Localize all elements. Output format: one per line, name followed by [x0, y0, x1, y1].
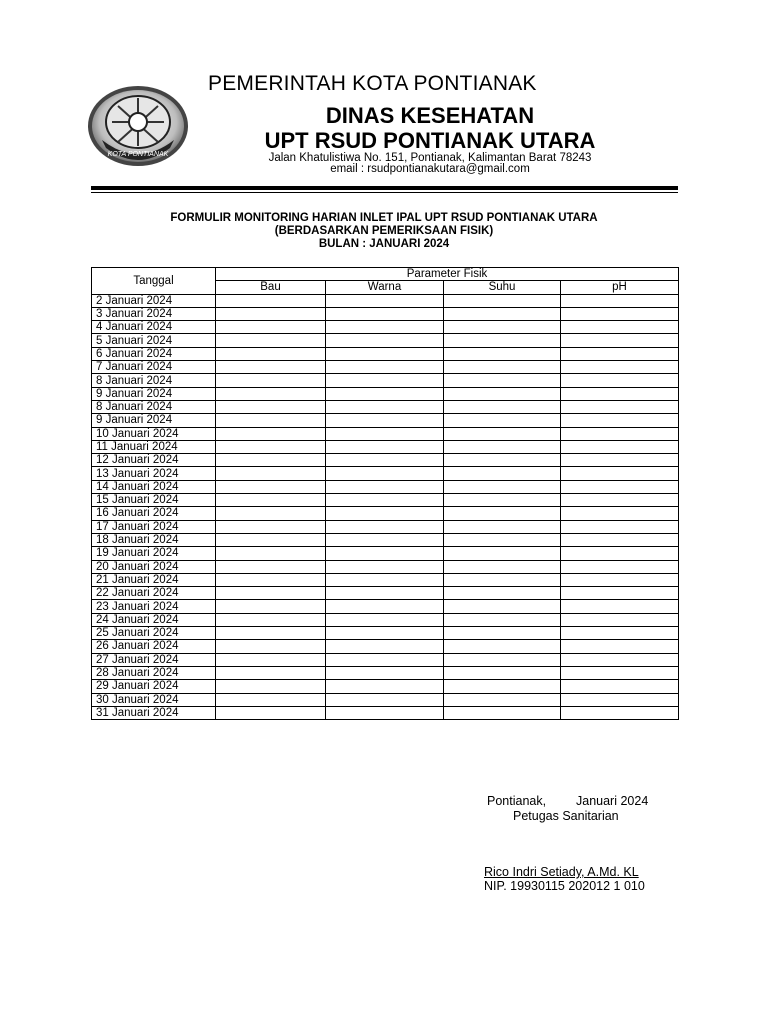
- ph-entry-cell[interactable]: [561, 347, 679, 360]
- signature-place: Pontianak,: [487, 794, 547, 808]
- table-row: [92, 334, 679, 347]
- param-header-bau: Bau: [216, 281, 326, 294]
- bau-entry-cell[interactable]: [216, 347, 326, 360]
- ph-entry-cell[interactable]: [561, 627, 679, 640]
- ph-entry-cell[interactable]: [561, 680, 679, 693]
- date-cell: 8 Januari 2024: [92, 400, 216, 413]
- warna-entry-cell[interactable]: [326, 573, 444, 586]
- bau-entry-cell[interactable]: [216, 547, 326, 560]
- warna-entry-cell[interactable]: [326, 587, 444, 600]
- table-row: [92, 414, 679, 427]
- suhu-entry-cell[interactable]: [444, 427, 561, 440]
- ph-entry-cell[interactable]: [561, 361, 679, 374]
- warna-entry-cell[interactable]: [326, 600, 444, 613]
- suhu-entry-cell[interactable]: [444, 494, 561, 507]
- param-header-ph: pH: [561, 281, 679, 294]
- suhu-entry-cell[interactable]: [444, 440, 561, 453]
- table-row: [92, 427, 679, 440]
- bau-entry-cell[interactable]: [216, 666, 326, 679]
- header-divider-thin: [91, 192, 678, 193]
- form-month: BULAN : JANUARI 2024: [318, 238, 450, 250]
- bau-entry-cell[interactable]: [216, 361, 326, 374]
- date-cell: 25 Januari 2024: [92, 627, 216, 640]
- suhu-entry-cell[interactable]: [444, 640, 561, 653]
- bau-entry-cell[interactable]: [216, 627, 326, 640]
- table-row: [92, 507, 679, 520]
- date-cell: 10 Januari 2024: [92, 427, 216, 440]
- date-cell: 9 Januari 2024: [92, 414, 216, 427]
- address-line: Jalan Khatulistiwa No. 151, Pontianak, Kalimantan Barat 78243: [268, 152, 592, 164]
- email-line: email : rsudpontianakutara@gmail.com: [330, 163, 530, 175]
- ph-entry-cell[interactable]: [561, 693, 679, 706]
- suhu-entry-cell[interactable]: [444, 334, 561, 347]
- ph-entry-cell[interactable]: [561, 573, 679, 586]
- ph-entry-cell[interactable]: [561, 587, 679, 600]
- table-row: [92, 627, 679, 640]
- date-cell: 21 Januari 2024: [92, 573, 216, 586]
- ph-entry-cell[interactable]: [561, 414, 679, 427]
- monitoring-table: [91, 267, 679, 720]
- warna-entry-cell[interactable]: [326, 693, 444, 706]
- warna-entry-cell[interactable]: [326, 547, 444, 560]
- table-row: [92, 307, 679, 320]
- table-row: [92, 374, 679, 387]
- ph-entry-cell[interactable]: [561, 400, 679, 413]
- table-row: [92, 693, 679, 706]
- suhu-entry-cell[interactable]: [444, 573, 561, 586]
- signer-name: Rico Indri Setiady, A.Md. KL: [484, 865, 639, 879]
- table-row: [92, 560, 679, 573]
- table-row: [92, 400, 679, 413]
- ph-entry-cell[interactable]: [561, 480, 679, 493]
- ph-entry-cell[interactable]: [561, 600, 679, 613]
- bau-entry-cell[interactable]: [216, 334, 326, 347]
- ph-entry-cell[interactable]: [561, 440, 679, 453]
- date-cell: 8 Januari 2024: [92, 374, 216, 387]
- ph-entry-cell[interactable]: [561, 334, 679, 347]
- bau-entry-cell[interactable]: [216, 613, 326, 626]
- suhu-entry-cell[interactable]: [444, 560, 561, 573]
- table-row: [92, 480, 679, 493]
- bau-entry-cell[interactable]: [216, 680, 326, 693]
- table-row: [92, 640, 679, 653]
- ph-entry-cell[interactable]: [561, 307, 679, 320]
- table-row: [92, 454, 679, 467]
- bau-entry-cell[interactable]: [216, 494, 326, 507]
- ph-entry-cell[interactable]: [561, 427, 679, 440]
- table-row: [92, 666, 679, 679]
- bau-entry-cell[interactable]: [216, 387, 326, 400]
- bau-entry-cell[interactable]: [216, 507, 326, 520]
- table-row: [92, 600, 679, 613]
- ph-entry-cell[interactable]: [561, 547, 679, 560]
- table-row: [92, 467, 679, 480]
- bau-entry-cell[interactable]: [216, 533, 326, 546]
- suhu-entry-cell[interactable]: [444, 374, 561, 387]
- bau-entry-cell[interactable]: [216, 321, 326, 334]
- parameter-group-header: Parameter Fisik: [216, 268, 679, 281]
- warna-entry-cell[interactable]: [326, 427, 444, 440]
- table-row: [92, 361, 679, 374]
- date-cell: 11 Januari 2024: [92, 440, 216, 453]
- ph-entry-cell[interactable]: [561, 560, 679, 573]
- department-name: DINAS KESEHATAN: [325, 103, 535, 128]
- table-row: [92, 321, 679, 334]
- param-header-warna: Warna: [326, 281, 444, 294]
- warna-entry-cell[interactable]: [326, 361, 444, 374]
- date-cell: 31 Januari 2024: [92, 706, 216, 719]
- table-row: [92, 706, 679, 719]
- suhu-entry-cell[interactable]: [444, 321, 561, 334]
- suhu-entry-cell[interactable]: [444, 693, 561, 706]
- suhu-entry-cell[interactable]: [444, 307, 561, 320]
- bau-entry-cell[interactable]: [216, 573, 326, 586]
- bau-entry-cell[interactable]: [216, 587, 326, 600]
- suhu-entry-cell[interactable]: [444, 480, 561, 493]
- signature-role: Petugas Sanitarian: [513, 809, 619, 823]
- bau-entry-cell[interactable]: [216, 427, 326, 440]
- warna-entry-cell[interactable]: [326, 560, 444, 573]
- ph-entry-cell[interactable]: [561, 520, 679, 533]
- suhu-entry-cell[interactable]: [444, 507, 561, 520]
- signer-nip: NIP. 19930115 202012 1 010: [484, 879, 645, 893]
- suhu-entry-cell[interactable]: [444, 294, 561, 307]
- ph-entry-cell[interactable]: [561, 374, 679, 387]
- bau-entry-cell[interactable]: [216, 467, 326, 480]
- ph-entry-cell[interactable]: [561, 666, 679, 679]
- date-cell: 26 Januari 2024: [92, 640, 216, 653]
- form-title: FORMULIR MONITORING HARIAN INLET IPAL UPT RSUD PONTIANAK UTARA: [170, 212, 598, 224]
- ph-entry-cell[interactable]: [561, 494, 679, 507]
- warna-entry-cell[interactable]: [326, 467, 444, 480]
- suhu-entry-cell[interactable]: [444, 680, 561, 693]
- bau-entry-cell[interactable]: [216, 307, 326, 320]
- bau-entry-cell[interactable]: [216, 706, 326, 719]
- warna-entry-cell[interactable]: [326, 680, 444, 693]
- date-cell: 22 Januari 2024: [92, 587, 216, 600]
- warna-entry-cell[interactable]: [326, 400, 444, 413]
- table-row: [92, 533, 679, 546]
- suhu-entry-cell[interactable]: [444, 706, 561, 719]
- bau-entry-cell[interactable]: [216, 400, 326, 413]
- form-subtitle: (BERDASARKAN PEMERIKSAAN FISIK): [274, 225, 494, 237]
- date-cell: 27 Januari 2024: [92, 653, 216, 666]
- bau-entry-cell[interactable]: [216, 560, 326, 573]
- table-row: [92, 547, 679, 560]
- warna-entry-cell[interactable]: [326, 494, 444, 507]
- bau-entry-cell[interactable]: [216, 600, 326, 613]
- date-cell: 17 Januari 2024: [92, 520, 216, 533]
- suhu-entry-cell[interactable]: [444, 547, 561, 560]
- warna-entry-cell[interactable]: [326, 533, 444, 546]
- bau-entry-cell[interactable]: [216, 520, 326, 533]
- param-header-suhu: Suhu: [444, 281, 561, 294]
- warna-entry-cell[interactable]: [326, 507, 444, 520]
- date-cell: 12 Januari 2024: [92, 454, 216, 467]
- suhu-entry-cell[interactable]: [444, 653, 561, 666]
- ph-entry-cell[interactable]: [561, 533, 679, 546]
- date-cell: 6 Januari 2024: [92, 347, 216, 360]
- table-header-row: [92, 268, 679, 281]
- date-cell: 20 Januari 2024: [92, 560, 216, 573]
- suhu-entry-cell[interactable]: [444, 387, 561, 400]
- date-cell: 3 Januari 2024: [92, 307, 216, 320]
- ph-entry-cell[interactable]: [561, 387, 679, 400]
- bau-entry-cell[interactable]: [216, 640, 326, 653]
- table-row: [92, 387, 679, 400]
- bau-entry-cell[interactable]: [216, 653, 326, 666]
- header-divider-thick: [91, 186, 678, 190]
- warna-entry-cell[interactable]: [326, 480, 444, 493]
- ph-entry-cell[interactable]: [561, 294, 679, 307]
- ph-entry-cell[interactable]: [561, 653, 679, 666]
- warna-entry-cell[interactable]: [326, 653, 444, 666]
- table-row: [92, 653, 679, 666]
- table-row: [92, 520, 679, 533]
- date-cell: 15 Januari 2024: [92, 494, 216, 507]
- suhu-entry-cell[interactable]: [444, 400, 561, 413]
- suhu-entry-cell[interactable]: [444, 361, 561, 374]
- warna-entry-cell[interactable]: [326, 374, 444, 387]
- suhu-entry-cell[interactable]: [444, 627, 561, 640]
- warna-entry-cell[interactable]: [326, 520, 444, 533]
- table-row: [92, 613, 679, 626]
- date-cell: 23 Januari 2024: [92, 600, 216, 613]
- warna-entry-cell[interactable]: [326, 294, 444, 307]
- bau-entry-cell[interactable]: [216, 454, 326, 467]
- bau-entry-cell[interactable]: [216, 480, 326, 493]
- date-cell: 13 Januari 2024: [92, 467, 216, 480]
- date-cell: 19 Januari 2024: [92, 547, 216, 560]
- date-cell: 18 Januari 2024: [92, 533, 216, 546]
- date-cell: 5 Januari 2024: [92, 334, 216, 347]
- suhu-entry-cell[interactable]: [444, 454, 561, 467]
- logo-text: KOTA PONTIANAK: [107, 151, 169, 158]
- warna-entry-cell[interactable]: [326, 347, 444, 360]
- bau-entry-cell[interactable]: [216, 440, 326, 453]
- bau-entry-cell[interactable]: [216, 693, 326, 706]
- suhu-entry-cell[interactable]: [444, 587, 561, 600]
- table-row: [92, 347, 679, 360]
- table-row: [92, 587, 679, 600]
- date-column-header: Tanggal: [92, 268, 216, 295]
- date-cell: 9 Januari 2024: [92, 387, 216, 400]
- warna-entry-cell[interactable]: [326, 440, 444, 453]
- ph-entry-cell[interactable]: [561, 467, 679, 480]
- warna-entry-cell[interactable]: [326, 627, 444, 640]
- warna-entry-cell[interactable]: [326, 666, 444, 679]
- warna-entry-cell[interactable]: [326, 613, 444, 626]
- suhu-entry-cell[interactable]: [444, 520, 561, 533]
- warna-entry-cell[interactable]: [326, 640, 444, 653]
- table-row: [92, 294, 679, 307]
- unit-name: UPT RSUD PONTIANAK UTARA: [264, 128, 596, 153]
- suhu-entry-cell[interactable]: [444, 467, 561, 480]
- suhu-entry-cell[interactable]: [444, 666, 561, 679]
- table-row: [92, 573, 679, 586]
- suhu-entry-cell[interactable]: [444, 347, 561, 360]
- suhu-entry-cell[interactable]: [444, 600, 561, 613]
- ph-entry-cell[interactable]: [561, 507, 679, 520]
- date-cell: 2 Januari 2024: [92, 294, 216, 307]
- suhu-entry-cell[interactable]: [444, 533, 561, 546]
- ph-entry-cell[interactable]: [561, 706, 679, 719]
- table-row: [92, 494, 679, 507]
- warna-entry-cell[interactable]: [326, 321, 444, 334]
- warna-entry-cell[interactable]: [326, 706, 444, 719]
- bau-entry-cell[interactable]: [216, 294, 326, 307]
- ph-entry-cell[interactable]: [561, 321, 679, 334]
- date-cell: 7 Januari 2024: [92, 361, 216, 374]
- date-cell: 14 Januari 2024: [92, 480, 216, 493]
- date-cell: 16 Januari 2024: [92, 507, 216, 520]
- date-cell: 29 Januari 2024: [92, 680, 216, 693]
- suhu-entry-cell[interactable]: [444, 613, 561, 626]
- warna-entry-cell[interactable]: [326, 334, 444, 347]
- date-cell: 30 Januari 2024: [92, 693, 216, 706]
- warna-entry-cell[interactable]: [326, 387, 444, 400]
- city-emblem-logo: [86, 84, 190, 168]
- warna-entry-cell[interactable]: [326, 454, 444, 467]
- table-row: [92, 680, 679, 693]
- warna-entry-cell[interactable]: [326, 307, 444, 320]
- warna-entry-cell[interactable]: [326, 414, 444, 427]
- suhu-entry-cell[interactable]: [444, 414, 561, 427]
- bau-entry-cell[interactable]: [216, 374, 326, 387]
- date-cell: 28 Januari 2024: [92, 666, 216, 679]
- ph-entry-cell[interactable]: [561, 454, 679, 467]
- date-cell: 4 Januari 2024: [92, 321, 216, 334]
- government-name: PEMERINTAH KOTA PONTIANAK: [208, 72, 537, 95]
- ph-entry-cell[interactable]: [561, 613, 679, 626]
- date-cell: 24 Januari 2024: [92, 613, 216, 626]
- ph-entry-cell[interactable]: [561, 640, 679, 653]
- signature-month: Januari 2024: [576, 794, 649, 808]
- bau-entry-cell[interactable]: [216, 414, 326, 427]
- table-row: [92, 440, 679, 453]
